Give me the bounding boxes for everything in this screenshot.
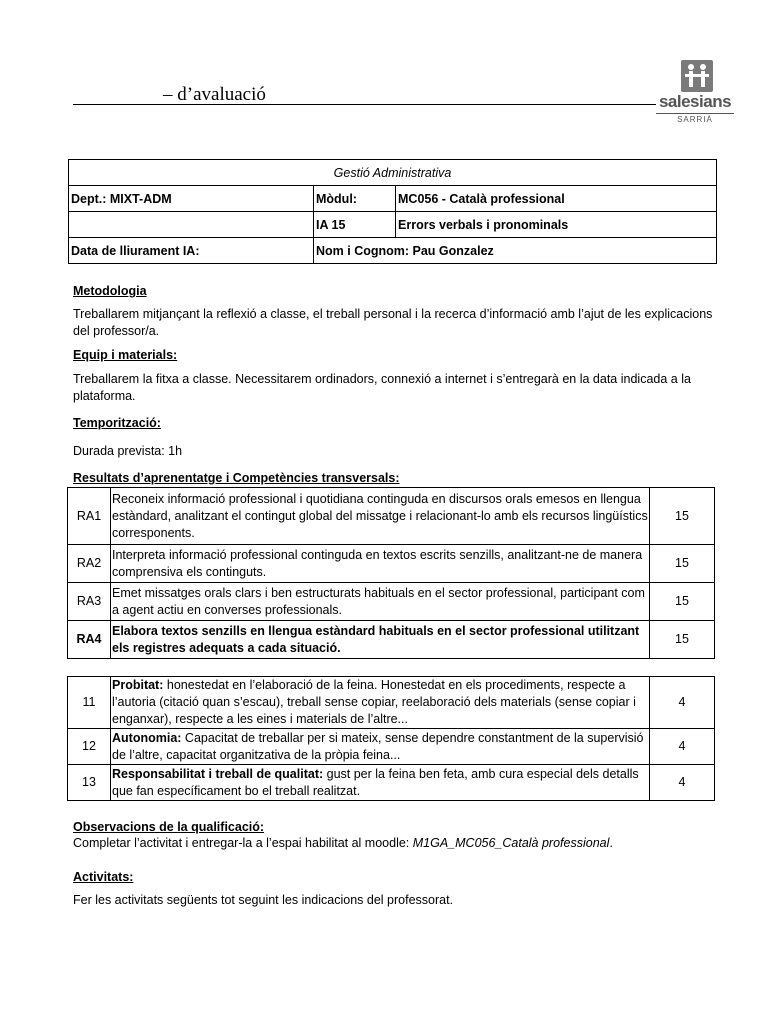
- empty-cell: [69, 212, 314, 238]
- ra-score: 15: [650, 621, 715, 659]
- metodologia-text: Treballarem mitjançant la reflexió a classe, el treball personal i la recerca d’informació amb l’ajut de les explicacions del professor/a.: [73, 307, 713, 338]
- ct-row: [68, 729, 715, 765]
- ra-text: Interpreta informació professional continguda en textos escrits senzills, analitzant-ne de manera comprensiva els continguts.: [111, 545, 650, 583]
- ra-text: Reconeix informació professional i quotidiana continguda en discursos orals emesos en llengua estàndard, analitzant el contingut global del missatge i relacionant-lo amb els recursos lingüístics corresponents.: [111, 488, 650, 545]
- ct-desc: gust per la feina ben feta, amb cura especial dels detalls que fan específicament bo el treball realitzat.: [112, 766, 639, 798]
- ct-label: Probitat:: [112, 678, 164, 692]
- observacions-body: Completar l’activitat i entregar-la a l’espai habilitat al moodle:: [73, 836, 413, 850]
- ct-label: Responsabilitat i treball de qualitat:: [112, 766, 324, 781]
- ct-score: 4: [650, 729, 715, 765]
- ct-desc: Capacitat de treballar per si mateix, sense dependre constantment de la supervisió de l’altre, capacitat organitzativa de la pròpia feina...: [112, 730, 644, 762]
- logo-icon: [681, 60, 713, 92]
- metodologia-heading: Metodologia: [73, 284, 147, 298]
- student-name: Nom i Cognom: Pau Gonzalez: [314, 238, 717, 264]
- document-title: – d’avaluació: [163, 84, 266, 105]
- equip-heading: Equip i materials:: [73, 348, 178, 362]
- ia-label: IA 15: [314, 212, 396, 238]
- salesians-logo: [656, 60, 734, 126]
- observacions-end: .: [609, 836, 613, 850]
- ia-value: Errors verbals i pronominals: [396, 212, 717, 238]
- resultats-heading: Resultats d’aprenentatge i Competències transversals:: [73, 471, 400, 485]
- ct-code: 11: [68, 677, 111, 729]
- modul-value: MC056 - Català professional: [396, 186, 717, 212]
- ra-score: 15: [650, 488, 715, 545]
- observacions-heading: Observacions de la qualificació:: [73, 820, 265, 834]
- modul-label: Mòdul:: [314, 186, 396, 212]
- ra-code: RA3: [68, 583, 111, 621]
- activitats-text: Fer les activitats següents tot seguint les indicacions del professorat.: [73, 893, 454, 907]
- competencies-table: [67, 676, 715, 801]
- ra-row: [68, 545, 715, 583]
- ct-score: 4: [650, 765, 715, 801]
- header-rule: [73, 104, 656, 105]
- ra-code: RA2: [68, 545, 111, 583]
- moodle-course-name: M1GA_MC056_Català professional: [412, 836, 610, 850]
- logo-sub: SARRIÀ: [656, 113, 734, 124]
- ct-text: [111, 765, 650, 801]
- ra-row: [68, 583, 715, 621]
- ra-score: 15: [650, 545, 715, 583]
- ct-desc: honestedat en l’elaboració de la feina. Honestedat en els procediments, respecte a l’autoria (citació quan s’escau), treball sense copiar, reelaboració dels materials (sense copiar i enganxar), respecte a les eines i materials de l’altre...: [112, 678, 636, 726]
- ra-text: Emet missatges orals clars i ben estructurats habituals en el sector professional, participant com a agent actiu en converses professionals.: [111, 583, 650, 621]
- equip-text: Treballarem la fitxa a classe. Necessitarem ordinadors, connexió a internet i s’entregarà en la data indicada a la plataforma.: [73, 372, 691, 403]
- ra-row: [68, 488, 715, 545]
- dept-cell: Dept.: MIXT-ADM: [69, 186, 314, 212]
- logo-brand: salesians: [658, 92, 732, 111]
- ct-text: [111, 677, 650, 729]
- date-label: Data de lliurament IA:: [69, 238, 314, 264]
- course-name: Gestió Administrativa: [69, 160, 717, 186]
- ra-table: [67, 487, 715, 659]
- info-table: [68, 159, 717, 264]
- ct-code: 13: [68, 765, 111, 801]
- temporitzacio-text: Durada prevista: 1h: [73, 444, 183, 458]
- ct-score: 4: [650, 677, 715, 729]
- ra-code: RA1: [68, 488, 111, 545]
- ct-code: 12: [68, 729, 111, 765]
- ct-text: [111, 729, 650, 765]
- ra-code: RA4: [68, 621, 111, 659]
- ra-text: Elabora textos senzills en llengua estàndard habituals en el sector professional utilitzant els registres adequats a cada situació.: [111, 621, 650, 659]
- ct-row: [68, 765, 715, 801]
- activitats-heading: Activitats:: [73, 870, 134, 884]
- observacions-text: [73, 835, 713, 852]
- ra-row: [68, 621, 715, 659]
- temporitzacio-heading: Temporització:: [73, 416, 161, 430]
- ct-label: Autonomia:: [112, 730, 182, 745]
- ct-row: [68, 677, 715, 729]
- ra-score: 15: [650, 583, 715, 621]
